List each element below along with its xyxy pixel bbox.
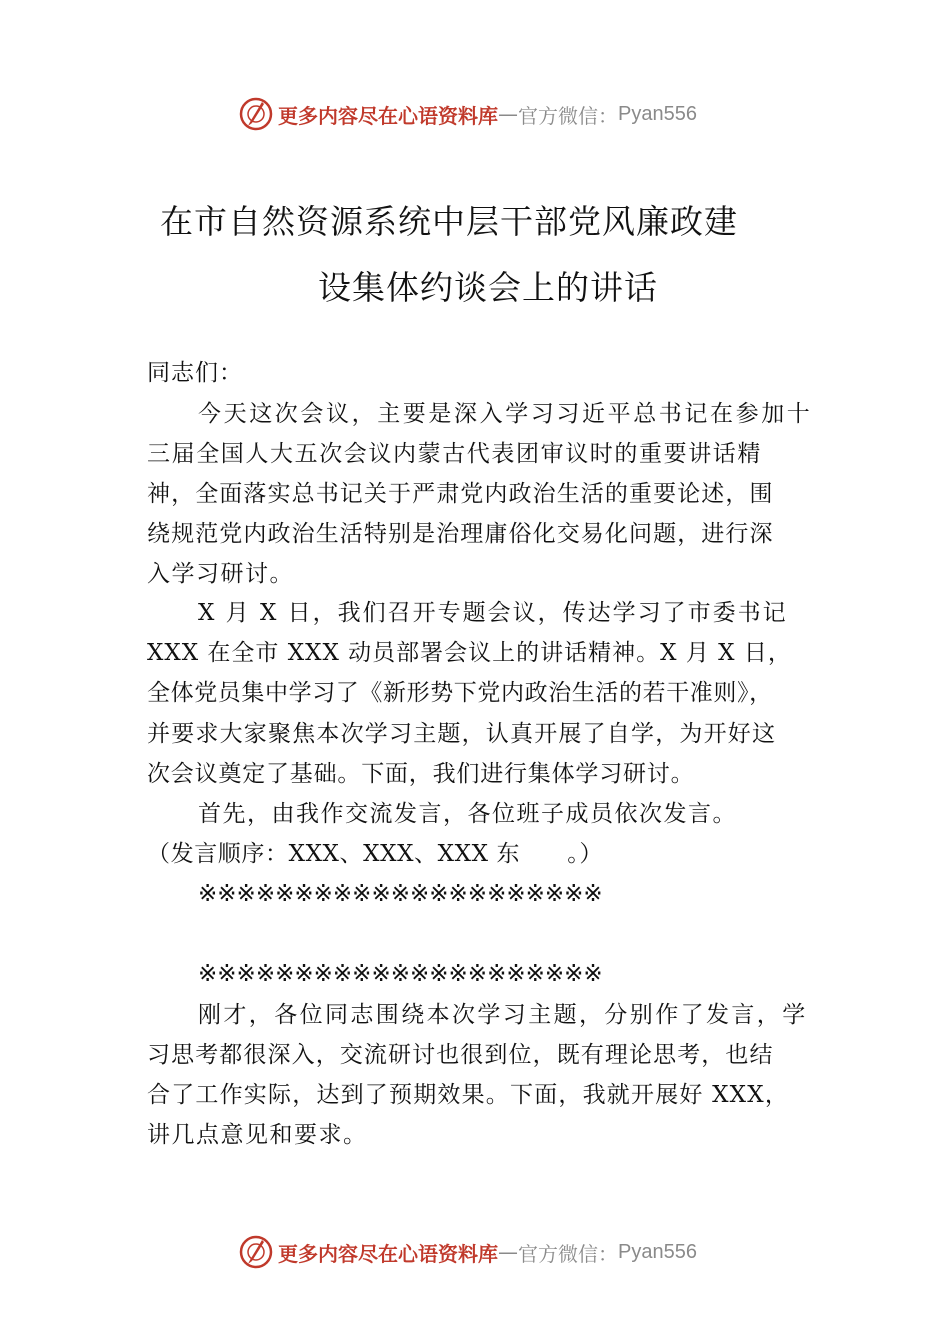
paragraph-line: 神，全面落实总书记关于严肃党内政治生活的重要论述，围	[147, 481, 774, 507]
quill-logo-icon	[238, 1234, 274, 1270]
quill-logo-icon	[238, 96, 274, 132]
separator-marks: ※※※※※※※※※※※※※※※※※※※※※	[198, 961, 603, 987]
footer-banner	[238, 1232, 697, 1272]
paragraph-line: 讲几点意见和要求。	[147, 1122, 368, 1148]
separator-marks: ※※※※※※※※※※※※※※※※※※※※※	[198, 881, 603, 907]
header-banner	[238, 94, 697, 134]
banner-wechat-id: Pyan556	[618, 1240, 697, 1263]
paragraph-line: 首先，由我作交流发言，各位班子成员依次发言。	[198, 801, 737, 827]
document-title-line-2: 设集体约谈会上的讲话	[318, 268, 658, 307]
speaking-order-note: （发言顺序：XXX、XXX、XXX 东 。）	[147, 841, 603, 867]
banner-wechat-label: 官方微信：	[518, 1241, 618, 1266]
banner-dash: —	[498, 1240, 518, 1264]
paragraph-line: 刚才，各位同志围绕本次学习主题，分别作了发言，学	[198, 1002, 808, 1028]
banner-wechat-id: Pyan556	[618, 102, 697, 125]
paragraph-line: XXX 在全市 XXX 动员部署会议上的讲话精神。X 月 X 日，	[147, 640, 792, 666]
banner-dash: —	[498, 102, 518, 126]
paragraph-line: 绕规范党内政治生活特别是治理庸俗化交易化问题，进行深	[147, 521, 774, 547]
document-title-line-1: 在市自然资源系统中层干部党风廉政建	[160, 202, 738, 241]
paragraph-line: 今天这次会议，主要是深入学习习近平总书记在参加十	[198, 401, 813, 427]
paragraph-line: 次会议奠定了基础。下面，我们进行集体学习研讨。	[147, 761, 695, 787]
banner-brand: 更多内容尽在心语资料库	[278, 1241, 498, 1266]
paragraph-line: 习思考都很深入，交流研讨也很到位，既有理论思考，也结	[147, 1042, 774, 1068]
paragraph-line: 入学习研讨。	[147, 561, 294, 587]
banner-brand: 更多内容尽在心语资料库	[278, 103, 498, 128]
paragraph-line: X 月 X 日，我们召开专题会议，传达学习了市委书记	[198, 600, 788, 626]
salutation: 同志们：	[147, 360, 243, 386]
paragraph-line: 全体党员集中学习了《新形势下党内政治生活的若干准则》，	[147, 680, 773, 706]
paragraph-line: 三届全国人大五次会议内蒙古代表团审议时的重要讲话精	[147, 441, 762, 467]
banner-wechat-label: 官方微信：	[518, 103, 618, 128]
paragraph-line: 并要求大家聚焦本次学习主题，认真开展了自学，为开好这	[147, 721, 777, 747]
paragraph-line: 合了工作实际，达到了预期效果。下面，我就开展好 XXX，	[147, 1082, 790, 1108]
